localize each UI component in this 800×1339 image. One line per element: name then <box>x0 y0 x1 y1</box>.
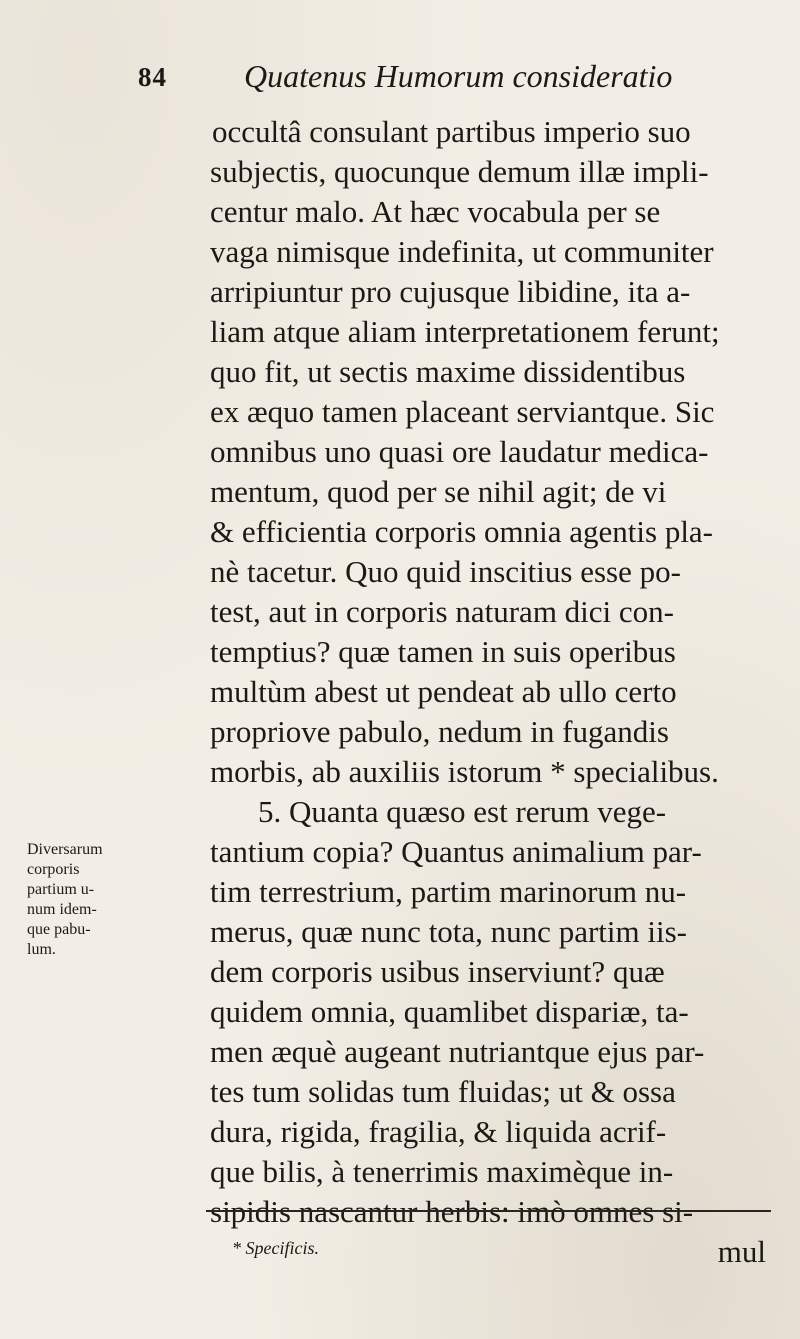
footnote: * Specificis. <box>232 1238 319 1258</box>
text-line: sipidis nascantur herbis: imò omnes si- <box>210 1194 694 1229</box>
text-line: liam atque aliam interpretationem ferunt; <box>210 314 720 349</box>
text-line: morbis, ab auxiliis istorum * specialibus. <box>210 754 719 789</box>
text-line: merus, quæ nunc tota, nunc partim iis- <box>210 914 687 949</box>
text-line: temptius? quæ tamen in suis operibus <box>210 634 676 669</box>
text-line: men æquè augeant nutriantque ejus par- <box>210 1034 705 1069</box>
text-line: tim terrestrium, partim marinorum nu- <box>210 874 687 909</box>
margin-note <box>27 840 107 960</box>
text-line: multùm abest ut pendeat ab ullo certo <box>210 674 677 709</box>
margin-note-line: num idem- <box>27 901 97 918</box>
text-line: test, aut in corporis naturam dici con- <box>210 594 675 629</box>
running-head: Quatenus Humorum consideratio <box>244 58 673 94</box>
text-line: arripiuntur pro cujusque libidine, ita a- <box>210 274 691 309</box>
text-line: quidem omnia, quamlibet dispariæ, ta- <box>210 994 689 1029</box>
text-line: tes tum solidas tum fluidas; ut & ossa <box>210 1074 676 1109</box>
text-line: occultâ consulant partibus imperio suo <box>212 114 691 149</box>
text-line: tantium copia? Quantus animalium par- <box>210 834 702 869</box>
margin-note-line: Diversarum <box>27 841 103 858</box>
footnote-rule <box>206 1210 771 1212</box>
text-line: vaga nimisque indefinita, ut communiter <box>210 234 714 269</box>
text-line: subjectis, quocunque demum illæ impli- <box>210 154 709 189</box>
margin-note-line: lum. <box>27 941 56 958</box>
text-line: ex æquo tamen placeant serviantque. Sic <box>210 394 715 429</box>
margin-note-line: que pabu- <box>27 921 91 938</box>
page-header <box>138 58 738 102</box>
body-text <box>210 112 770 1272</box>
margin-note-line: partium u- <box>27 881 95 898</box>
margin-note-line: corporis <box>27 861 80 878</box>
text-line: mentum, quod per se nihil agit; de vi <box>210 474 667 509</box>
text-line: omnibus uno quasi ore laudatur medica- <box>210 434 709 469</box>
catchword: mul <box>717 1234 766 1269</box>
text-line: centur malo. At hæc vocabula per se <box>210 194 661 229</box>
text-line: propriove pabulo, nedum in fugandis <box>210 714 669 749</box>
section-heading-line: 5. Quanta quæso est rerum vege- <box>258 794 667 829</box>
text-line: & efficientia corporis omnia agentis pla- <box>210 514 714 549</box>
text-line: dem corporis usibus inserviunt? quæ <box>210 954 665 989</box>
text-line: quo fit, ut sectis maxime dissidentibus <box>210 354 686 389</box>
text-line: dura, rigida, fragilia, & liquida acrif- <box>210 1114 667 1149</box>
page-number: 84 <box>138 62 167 92</box>
text-line: nè tacetur. Quo quid inscitius esse po- <box>210 554 681 589</box>
text-line: que bilis, à tenerrimis maximèque in- <box>210 1154 674 1189</box>
